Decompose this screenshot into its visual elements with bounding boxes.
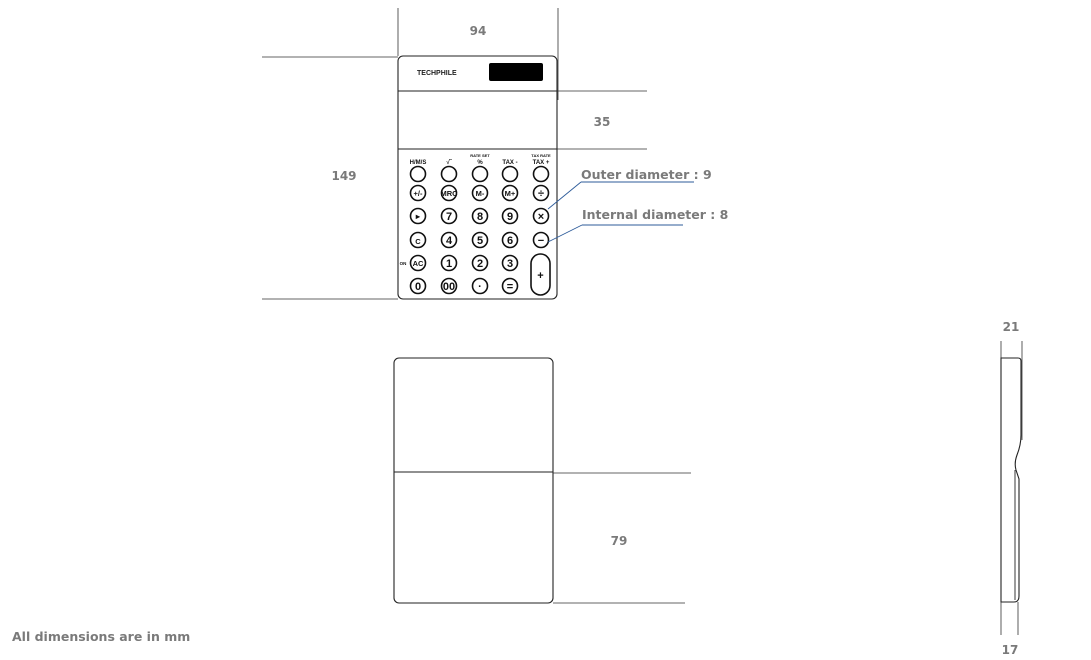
key-6-label: 6 [506,235,514,247]
key-8-label: 8 [476,211,484,223]
display-height-label: 35 [593,115,611,129]
front-width-label: 94 [469,24,487,38]
key-all-clear-label: AC [412,259,424,268]
side-bottom-depth-label: 17 [1001,643,1019,657]
fn-label-sqrt: √‾ [446,160,452,166]
key-dot-label: · [478,281,482,293]
back-lower-height-label: 79 [610,534,628,548]
key-2-label: 2 [476,258,484,270]
key-00-label: 00 [442,281,456,293]
key-sqrt[interactable] [442,167,457,182]
front-height-label: 149 [331,169,357,183]
units-footnote: All dimensions are in mm [12,629,191,644]
key-tax-minus[interactable] [503,167,518,182]
side-top-depth-label: 21 [1002,320,1020,334]
key-tax-plus[interactable] [534,167,549,182]
key-hms[interactable] [411,167,426,182]
brand-logo: TECHPHILE [417,70,457,77]
key-0-label: 0 [414,281,422,293]
key-9-label: 9 [506,211,514,223]
fn-label-tax-minus: TAX - [502,160,518,166]
fn-label-rate-set: RATE SET [470,153,490,158]
fn-label-tax-rate: TAX RATE [531,153,551,158]
key-minus-label: − [537,235,545,247]
key-percent[interactable] [473,167,488,182]
callouts [548,167,728,242]
back-body [394,358,553,603]
internal-diameter-label: Internal diameter : 8 [582,207,729,222]
key-3-label: 3 [506,258,514,270]
front-view [262,8,647,299]
key-4-label: 4 [445,235,453,247]
key-times-label: × [537,211,545,223]
key-equals-label: = [506,281,514,293]
fn-label-percent: % [477,160,483,166]
key-clear-label: C [415,237,421,246]
key-play-label: ► [414,212,422,221]
back-view [394,358,691,603]
key-7-label: 7 [445,211,453,223]
on-label: ON [399,261,407,266]
side-view [1001,320,1022,657]
side-profile [1001,358,1021,602]
fn-label-hms: H/M/S [409,160,427,166]
key-plus-label: + [537,270,544,282]
key-m-plus-label: M+ [504,189,516,198]
key-5-label: 5 [476,235,484,247]
key-divide-label: ÷ [537,188,545,200]
solar-panel [489,63,543,81]
key-m-minus-label: M- [475,189,485,198]
key-plus-minus-label: +/- [413,189,423,198]
outer-diameter-label: Outer diameter : 9 [581,167,712,182]
fn-label-tax-plus: TAX + [532,160,550,166]
key-1-label: 1 [445,258,453,270]
key-mrc-label: MRC [440,189,458,198]
